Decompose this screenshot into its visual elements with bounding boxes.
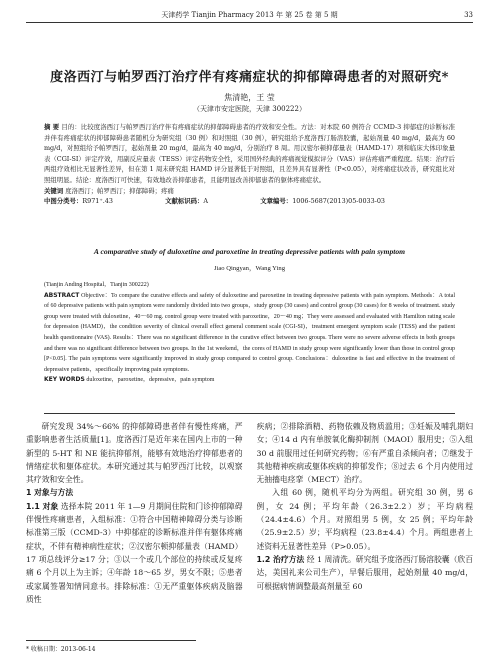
group-description: 入组 60 例，随机平均分为两组。研究组 30 例，男 6 例，女 24 例；平均年龄（26.3±2.2）岁；平均病程（24.4±4.6）个月。对照组男 5 例，女 25 例；平均年龄（25.9±2.5）岁；平均病程（23.8±4.4）个月。两组患者上述资料无显著性差异（P>0.05）。 [256, 488, 473, 551]
subsection-1-1-heading: 1.1 对象 [26, 501, 59, 511]
section-heading-1: 1 对象与方法 [26, 488, 74, 498]
body-column-left [26, 420, 243, 630]
received-date-footnote: * 收稿日期：2013-06-14 [26, 640, 196, 653]
subsection-1-2 [257, 553, 474, 593]
section-divider [44, 413, 455, 414]
authors-cn: 焦清艳，王 莹 [224, 93, 275, 102]
classification-row [44, 196, 455, 207]
running-head [26, 8, 473, 23]
running-head-text: 天津药学 Tianjin Pharmacy 2013 年 第 25 卷 第 5 期 [161, 11, 338, 19]
keywords-cn-text: 度洛西汀；帕罗西汀；抑郁障碍；疼痛 [65, 186, 174, 195]
authors-en: Jiao Qingyan，Wang Ying [213, 265, 285, 272]
document-code: 文献标识码：A [165, 197, 209, 206]
keywords-cn [44, 186, 455, 197]
journal-page [26, 0, 473, 667]
subsection-1-1 [26, 500, 243, 606]
affiliation-cn: （天津市安定医院，天津 300222） [193, 105, 306, 113]
abstract-cn-body [44, 122, 455, 186]
keywords-en-text: duloxetine，paroxetine，depressive，pain symptom [86, 377, 215, 384]
body-columns [26, 420, 473, 630]
keywords-en-label: KEY WORDS [44, 376, 85, 384]
intro-paragraph: 研究发现 34%～66% 的抑郁障碍患者伴有慢性疼痛，严重影响患者生活质量[1]。度洛西汀是近年来在国内上市的一种新型的 5-HT 和 NE 能抗抑郁剂，能够有效地治疗抑郁患者的情绪症状和躯体症状。本研究通过其与帕罗西汀比较，以观察其疗效和安全性。 [26, 422, 243, 485]
affiliation-en: (Tianjin Anding Hospital，Tianjin 300222) [44, 282, 149, 288]
subsection-1-2-text: 经 1 周清洗。研究组予度洛西汀肠溶胶囊（欣百达，美国礼来公司生产），早餐后服用，起始剂量 40 mg/d，可根据病情调整最高剂量至 60 [256, 554, 473, 591]
abstract-en [44, 280, 455, 386]
keywords-en [44, 375, 455, 386]
subsection-1-1-text: 选择本院 2011 年 1—9 月期间住院和门诊抑郁障碍伴慢性疼痛患者，入组标准：①符合中国精神障碍分类与诊断标准第三版（CCMD-3）中抑郁症的诊断标准并伴有躯体疼痛症状，不伴有精神病性症状；②汉密尔顿抑郁量表（HAMD）17 项总线评分≥17 分；③以一个或几个部位的持续或反复疼痛 6 个月以上为主诉；④年龄 18～65 岁，男女不限；⑤患者或家属签署知情同意书。排除标准：①无严重躯体疾病及脑器质性 [26, 501, 243, 604]
abstract-en-text: Objective：To compare the curative effects and safety of duloxetine and paroxetine in treating depressive patients with pain symptom. Methods：A total of 60 depressive patients with pain symptom were randomly divided into two groups，study group (30 cases) and control group (30 cases) for 8 weeks of treatment. study group were treated with duloxetine，40～60 mg. control group were treated with paroxetine，20～40 mg；They were assessed and evaluated with Hamilton rating scale for depression (HAMD)，the condition severity of clinical overall effect general comment scale (CGI-SI)，treatment emergent symptom scale (TESS) and the patient health questionnaire (VAS). Results：There was no significant difference in the curative effect between two groups. There were no severe adverse effects in both groups and there was no significant difference between two groups. In the 1st weekend，the cores of HAMD in study group were significantly lower than those in control group [P<0.05]. The pain symptoms were significantly improved in study group compared to control group. Conclusions：duloxetine is fast and effective in the treatment of depressive patients，specifically improving pain symptoms. [44, 292, 456, 373]
abstract-en-body [44, 291, 455, 376]
keywords-cn-label: 关键词 [44, 186, 64, 195]
clc-number: 中图分类号：R971⁺.43 [44, 197, 113, 206]
article-title-en: A comparative study of duloxetine and paroxetine in treating depressive patients with pain symptom [93, 247, 406, 256]
abstract-en-label: ABSTRACT [44, 291, 80, 299]
page-number: 33 [464, 11, 473, 19]
exclusion-criteria-cont: 疾病；②排除酒精、药物依赖及物质滥用；③妊娠及哺乳期妇女；④14 d 内有单胺氧化酶抑制剂（MAOI）服用史；⑤入组 30 d 前服用过任何研究药物；⑥有严重自杀倾向者；⑦继发于其他精神疾病或躯体疾病的抑郁发作；⑧过去 6 个月内使用过无抽搐电痉挛（MECT）治疗。 [256, 422, 473, 485]
abstract-cn [44, 122, 455, 207]
article-number: 文章编号：1006-5687(2013)05-0033-03 [260, 197, 385, 206]
body-column-right [257, 420, 474, 630]
article-title-cn: 度洛西汀与帕罗西汀治疗伴有疼痛症状的抑郁障碍患者的对照研究* [50, 70, 449, 85]
subsection-1-2-heading: 1.2 治疗方法 [256, 554, 305, 564]
abstract-cn-label: 摘 要 [44, 123, 60, 131]
abstract-cn-text: 目的：比较度洛西汀与帕罗西汀治疗伴有疼痛症状的抑郁障碍患者的疗效和安全性。方法：对本院 60 例符合 CCMD-3 抑郁症的诊断标准并伴有疼痛症状的抑郁障碍患者随机分为研究组（30 例）和对照组（30 例），研究组给予度洛西汀肠溶胶囊，起始剂量 40 mg/d，最高为 60 mg/d，对照组给予帕罗西汀，起始剂量 20 mg/d，最高为 40 mg/d，分别治疗 8 周。用汉密尔顿抑郁量表（HAMD-17）项和临床大体印象量表（CGI-SI）评定疗效，用副反应量表（TESS）评定药物安全性，采用国外经典的疼痛视觉模拟评分（VAS）评估疼痛严重程度。结果：治疗后两组疗效相比无显著性差异，但在第 1 周末研究组 HAMD 评分显著低于对照组，且差异具有显著性（P<0.05），对疼痛症状改善，研究组比对照组明显。结论：度洛西汀可快速，有效地改善抑郁患者，且能明显改善抑郁患者的躯体疼痛症状。 [44, 123, 455, 184]
